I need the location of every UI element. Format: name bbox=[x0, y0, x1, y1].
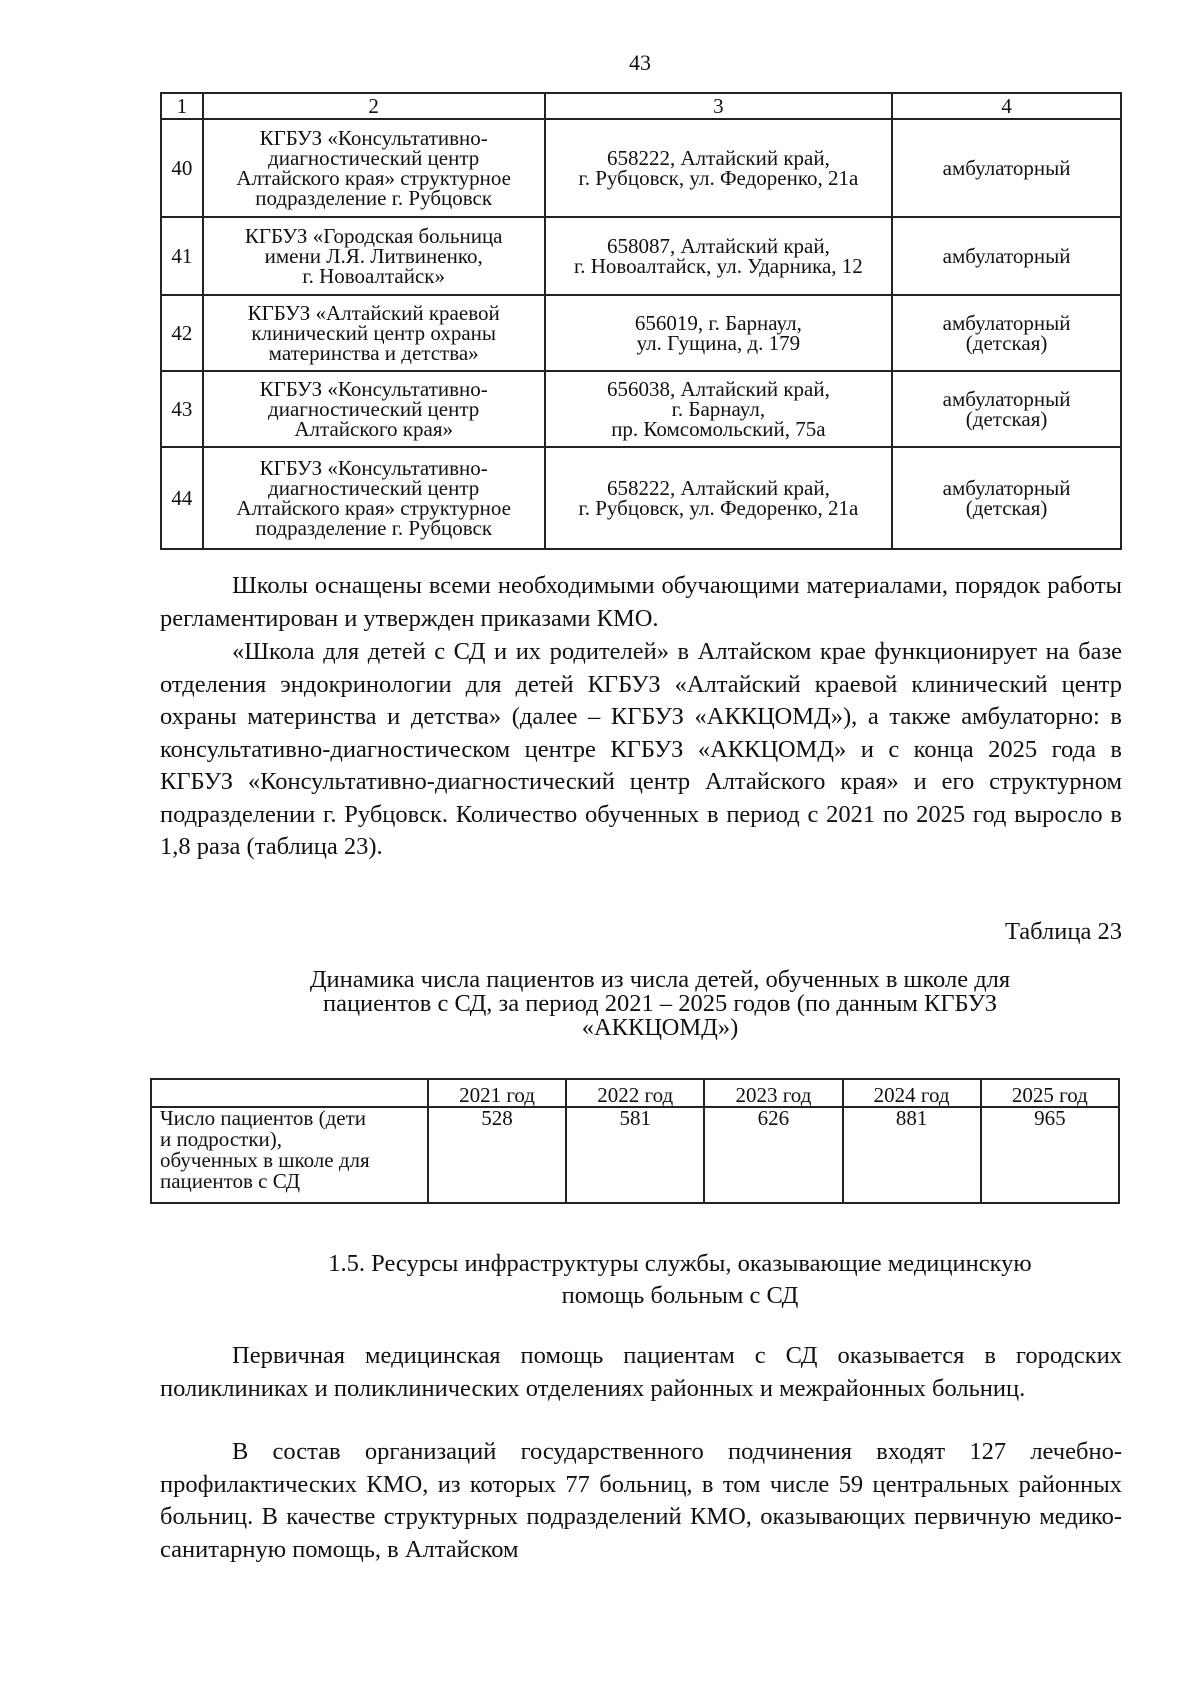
section-heading: 1.5. Ресурсы инфраструктуры службы, оказывающие медицинскую помощь больным с СД bbox=[328, 1250, 1032, 1309]
patients-dynamics-table bbox=[150, 1078, 1120, 1204]
org-type: амбулаторный bbox=[892, 217, 1121, 295]
header-cell: 3 bbox=[545, 93, 893, 119]
header-cell-empty bbox=[151, 1079, 428, 1107]
table-row bbox=[161, 295, 1121, 371]
value-cell: 528 bbox=[428, 1107, 566, 1203]
table-row bbox=[161, 217, 1121, 295]
org-type: амбулаторный bbox=[892, 119, 1121, 217]
value-cell: 581 bbox=[566, 1107, 704, 1203]
org-type: амбулаторный (детская) bbox=[892, 447, 1121, 549]
row-number: 40 bbox=[161, 119, 203, 217]
table-title: Динамика числа пациентов из числа детей, обученных в школе для пациентов с СД, за период 2021 – 2025 годов (по данным КГБУЗ «АККЦОМД») bbox=[309, 966, 1011, 1041]
page-number: 43 bbox=[629, 50, 651, 75]
header-cell-year: 2023 год bbox=[704, 1079, 842, 1107]
org-address: 656019, г. Барнаул, ул. Гущина, д. 179 bbox=[545, 295, 893, 371]
org-name: КГБУЗ «Консультативно- диагностический центр Алтайского края» структурное подразделение г. Рубцовск bbox=[203, 119, 545, 217]
paragraph: «Школа для детей с СД и их родителей» в Алтайском крае функционирует на базе отделения эндокринологии для детей КГБУЗ «Алтайский краевой клинический центр охраны материнства и детства» (далее – КГБУЗ «АККЦОМД»), а также амбулаторно: в консультативно-диагностическом центре КГБУЗ «АККЦОМД» и с конца 2025 года в КГБУЗ «Консультативно-диагностический центр Алтайского края» и его структурном подразделении г. Рубцовск. Количество обученных в период с 2021 по 2025 год выросло в 1,8 раза (таблица 23). bbox=[160, 638, 1122, 860]
org-name: КГБУЗ «Алтайский краевой клинический центр охраны материнства и детства» bbox=[203, 295, 545, 371]
row-number: 42 bbox=[161, 295, 203, 371]
value-cell: 965 bbox=[981, 1107, 1119, 1203]
header-cell-year: 2022 год bbox=[566, 1079, 704, 1107]
row-number: 41 bbox=[161, 217, 203, 295]
header-cell: 2 bbox=[203, 93, 545, 119]
org-type: амбулаторный (детская) bbox=[892, 295, 1121, 371]
table-caption: Таблица 23 bbox=[1004, 918, 1122, 945]
header-cell: 1 bbox=[161, 93, 203, 119]
value-cell: 881 bbox=[843, 1107, 981, 1203]
org-address: 658222, Алтайский край, г. Рубцовск, ул. Федоренко, 21а bbox=[545, 447, 893, 549]
table-row bbox=[161, 119, 1121, 217]
header-cell-year: 2021 год bbox=[428, 1079, 566, 1107]
row-number: 43 bbox=[161, 371, 203, 447]
value-cell: 626 bbox=[704, 1107, 842, 1203]
org-address: 658087, Алтайский край, г. Новоалтайск, ул. Ударника, 12 bbox=[545, 217, 893, 295]
header-cell: 4 bbox=[892, 93, 1121, 119]
paragraph: Школы оснащены всеми необходимыми обучающими материалами, порядок работы регламентирован и утвержден приказами КМО. bbox=[160, 572, 1122, 632]
org-name: КГБУЗ «Консультативно- диагностический центр Алтайского края» bbox=[203, 371, 545, 447]
table-row bbox=[151, 1107, 1119, 1203]
org-name: КГБУЗ «Городская больница имени Л.Я. Литвиненко, г. Новоалтайск» bbox=[203, 217, 545, 295]
paragraph: В состав организаций государственного подчинения входят 127 лечебно-профилактических КМО, из которых 77 больниц, в том числе 59 центральных районных больниц. В качестве структурных подразделений КМО, оказывающих первичную медико-санитарную помощь, в Алтайском bbox=[160, 1438, 1122, 1563]
header-cell-year: 2024 год bbox=[843, 1079, 981, 1107]
org-address: 658222, Алтайский край, г. Рубцовск, ул. Федоренко, 21а bbox=[545, 119, 893, 217]
organizations-table bbox=[160, 92, 1122, 550]
org-name: КГБУЗ «Консультативно- диагностический центр Алтайского края» структурное подразделение г. Рубцовск bbox=[203, 447, 545, 549]
table-row bbox=[161, 371, 1121, 447]
header-cell-year: 2025 год bbox=[981, 1079, 1119, 1107]
org-type: амбулаторный (детская) bbox=[892, 371, 1121, 447]
table-row bbox=[161, 447, 1121, 549]
paragraph: Первичная медицинская помощь пациентам с СД оказывается в городских поликлиниках и поликлинических отделениях районных и межрайонных больниц. bbox=[160, 1342, 1122, 1402]
table-header-row bbox=[151, 1079, 1119, 1107]
row-label: Число пациентов (дети и подростки), обученных в школе для пациентов с СД bbox=[151, 1107, 428, 1203]
org-address: 656038, Алтайский край, г. Барнаул, пр. Комсомольский, 75а bbox=[545, 371, 893, 447]
row-number: 44 bbox=[161, 447, 203, 549]
table-header-row bbox=[161, 93, 1121, 119]
